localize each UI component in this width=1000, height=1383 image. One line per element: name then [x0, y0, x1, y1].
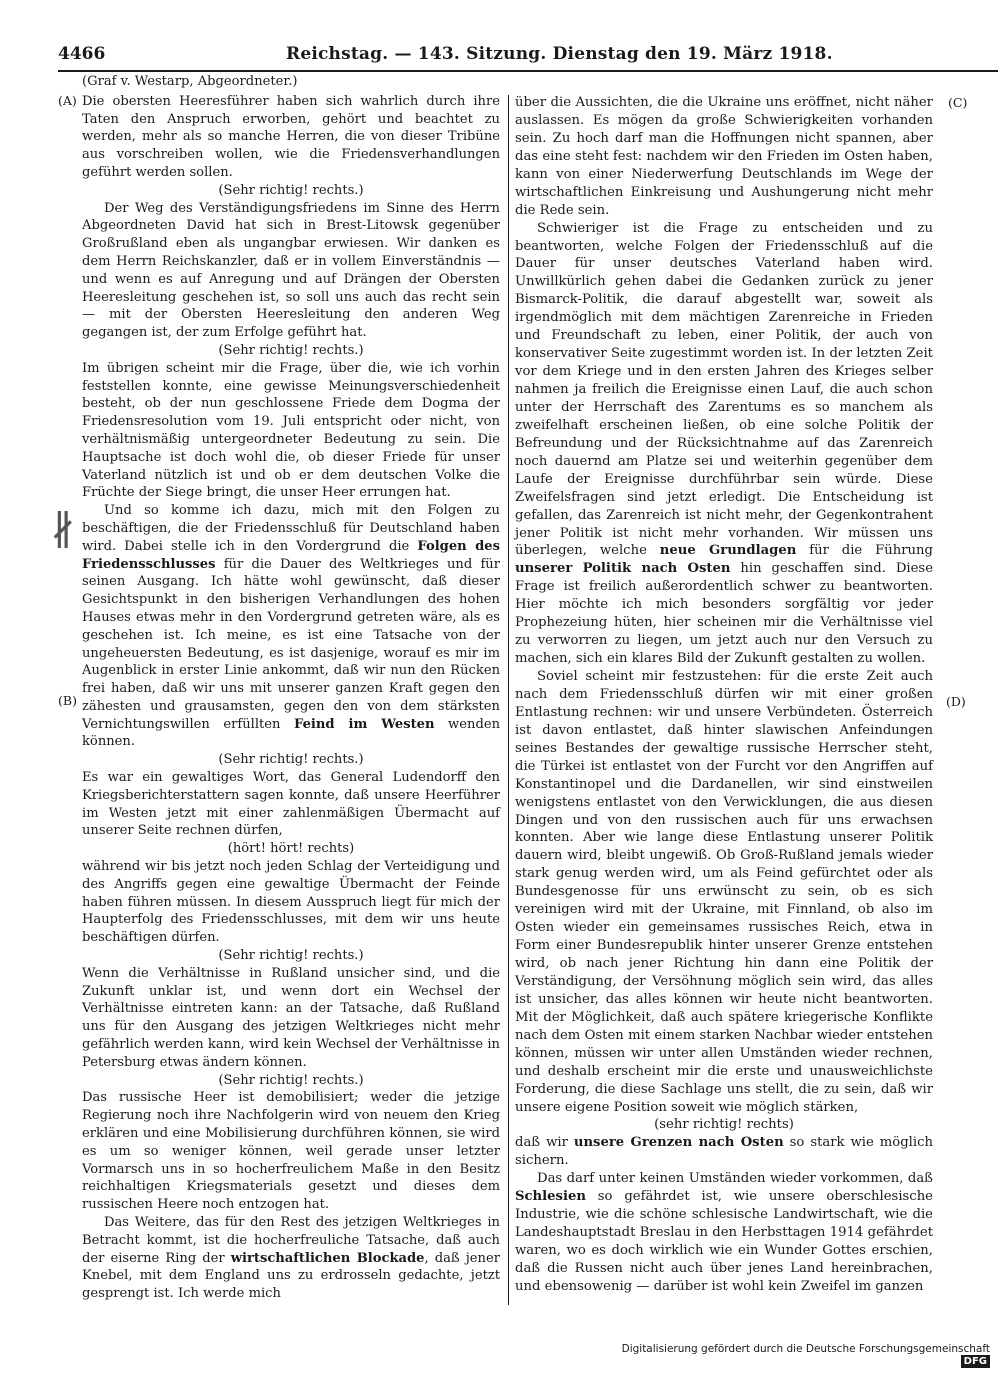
paragraph: während wir bis jetzt noch jeden Schlag der Verteidigung und des Angriffs gegen eine gewaltige Übermacht der Feinde haben führen müssen. In diesem Ausspruch liegt für mich der Haupterfolg des Friedensschlusses, mit dem wir uns heute beschäftigen dürfen. — [82, 859, 500, 946]
paragraph: Im übrigen scheint mir die Frage, über die, wie ich vorhin feststellen konnte, eine gewisse Meinungsverschiedenheit besteht, ob der nun geschlossene Friede dem Dogma der Friedensresolution vom 19. Juli entspricht oder nicht, von verhältnismäßig untergeordneter Bedeutung zu sein. Die Hauptsache ist doch wohl die, ob dieser Friede für unser Vaterland nützlich ist und ob er dem deutschen Volke die Früchte der Siege bringt, die unser Heer errungen hat. — [82, 360, 500, 501]
margin-marker-a: (A) — [58, 93, 77, 108]
right-column — [515, 94, 933, 1296]
paragraph — [82, 1214, 500, 1303]
emphasis: unsere Grenzen nach Osten — [573, 1135, 784, 1151]
paragraph — [82, 502, 500, 751]
interjection: (Sehr richtig! rechts.) — [218, 948, 364, 964]
page-header — [58, 44, 998, 72]
text-run: für die Dauer des Weltkrieges und für seinen Ausgang. Ich hätte wohl gewünscht, daß dieser Gesichtspunkt in den bisherigen Verhandlungen des hohen Hauses etwas mehr in den Vordergrund getreten wäre, als es geschehen ist. Ich meine, es ist eine Tatsache von der ungeheuersten Bedeutung, es ist dasjenige, worauf es mir im Augenblick in erster Linie ankommt, daß wir nun den Rücken frei haben, daß wir uns mit unserer ganzen Kraft gegen den zähesten und grausamsten, gegen den von dem stärksten Vernichtungswillen erfüllten — [82, 556, 500, 732]
speaker-line: (Graf v. Westarp, Abgeordneter.) — [82, 74, 298, 89]
margin-marker-d: (D) — [946, 694, 966, 709]
text-run: so gefährdet ist, wie unsere oberschlesische Industrie, wie die schöne schlesische Landwirtschaft, wie die Landeshauptstadt Breslau in den Herbsttagen 1914 gefährdet waren, wo es doch wirklich wie ein Wunder Gottes erschien, daß die Russen nicht auch über jenes Land hereinbrachen, und ebensowenig — darüber ist wohl kein Zweifel im ganzen — [515, 1189, 933, 1294]
paragraph: über die Aussichten, die die Ukraine uns eröffnet, nicht näher auslassen. Es mögen da große Schwierigkeiten vorhanden sein. Zu hoch darf man die Hoffnungen nicht spannen, aber das eine steht fest: nachdem wir den Frieden im Osten haben, kann von einer Niederwerfung Deutschlands im Wege der wirtschaftlichen Einkreisung und Aushungerung nicht mehr die Rede sein. — [515, 95, 933, 218]
emphasis: wirtschaftlichen Blockade — [230, 1250, 425, 1266]
emphasis: Feind im Westen — [294, 716, 435, 732]
interjection: (Sehr richtig! rechts.) — [218, 182, 364, 198]
text-run: so stark wie möglich sichern. — [515, 1135, 933, 1169]
text-run: Das Weitere, das für den Rest des jetzigen Weltkrieges in Betracht kommt, ist die hocherfreuliche Tatsache, daß auch der eiserne Ring der — [82, 1215, 500, 1266]
interjection: (Sehr richtig! rechts.) — [218, 1072, 364, 1088]
interjection: (sehr richtig! rechts) — [654, 1117, 794, 1133]
handwritten-margin-mark: ∦ — [50, 508, 76, 554]
header-rule — [58, 70, 998, 72]
interjection: (hört! hört! rechts) — [227, 841, 355, 857]
column-divider — [508, 95, 509, 1305]
text-run: Und so komme ich dazu, mich mit den Folgen zu beschäftigen, die der Friedensschluß für Deutschland haben wird. Dabei stelle ich in den Vordergrund die — [82, 503, 500, 554]
text-run: hin geschaffen sind. Diese Frage ist freilich außerordentlich schwer zu beantworten. Hier möchte ich mich besonders sorgfältig vor jeder Prophezeiung hüten, hier scheinen mir die Verhältnisse viel zu verworren zu liegen, um jetzt auch nur den Versuch zu machen, sich ein klares Bild der Zukunft gestalten zu wollen. — [515, 561, 933, 667]
left-column — [82, 73, 500, 1303]
paragraph: Wenn die Verhältnisse in Rußland unsicher sind, und die Zukunft unklar ist, und wenn dort ein Wechsel der Verhältnisse eintreten kann: an der Tatsache, daß Rußland uns für den Ausgang des jetzigen Weltkrieges nicht mehr gefährlich werden kann, wird kein Wechsel der Verhältnisse in Petersburg etwas ändern können. — [82, 965, 500, 1070]
margin-marker-c: (C) — [948, 95, 968, 110]
text-run: wenden können. — [82, 716, 501, 750]
text-run: für die Führung — [796, 543, 933, 559]
footer-credit — [620, 1343, 990, 1367]
emphasis: unserer Politik nach Osten — [515, 561, 731, 577]
running-title: Reichstag. — 143. Sitzung. Dienstag den 19. März 1918. — [286, 44, 833, 64]
interjection: (Sehr richtig! rechts.) — [218, 342, 364, 358]
paragraph: Soviel scheint mir festzustehen: für die erste Zeit auch nach dem Friedensschluß dürfen wir mit einer großen Entlastung rechnen: wir und unsere Verbündeten. Österreich ist davon entlastet, daß hinter slawischen Anfeindungen seines Bestandes der gewaltige russische Herrscher steht, die Türkei ist entlastet von der Furcht vor den Angriffen auf Konstantinopel und die Dardanellen, wir sind einstweilen wenigstens entlastet von den Verwicklungen, die aus diesen Dingen und von den russischen auch für uns erwachsen konnten. Aber wie lange diese Entlastung unserer Politik dauern wird, bleibt ungewiß. Ob Groß-Rußland jemals wieder stark genug werden wird, um als Feind gefürchtet oder als Bundesgenosse für uns erwünscht zu sein, ob es sich vereinigen wird mit der Ukraine, mit Finnland, ob also im Osten wieder ein gemeinsames russisches Reich, etwa in Form einer Bundesrepublik hinter unserer Grenze entstehen wird, ob nach jener Richtung hin dann eine Politik der Verständigung, der Versöhnung möglich sein wird, das alles ist unsicher, das alles können wir heute nicht beantworten. Mit der Möglichkeit, daß auch spätere kriegerische Konflikte nach dem Osten mit einem starken Nachbar wieder entstehen können, müssen wir unter allen Umständen wieder rechnen, und deshalb erscheint mir die erste und unausweichlichste Forderung, die diese Sachlage uns stellt, die zu sein, daß wir unsere eigene Position soweit wie möglich stärken, — [515, 669, 933, 1115]
text-run: daß wir — [515, 1135, 574, 1151]
emphasis: Folgen des Friedensschlusses — [82, 538, 500, 572]
margin-marker-b: (B) — [58, 693, 77, 708]
text-run: Schwieriger ist die Frage zu entscheiden und zu beantworten, welche Folgen der Friedensschluß auf die Dauer für unser deutsches Vaterland haben wird. Unwillkürlich gehen dabei die Gedanken zurück zu jener Bismarck-Politik, die darauf abgestellt war, soweit als irgendmöglich mit dem mächtigen Zarenreiche in Frieden und Freundschaft zu leben, einer Politik, der auch von konservativer Seite zugestimmt worden ist. In der letzten Zeit vor dem Kriege und in den ersten Jahren des Krieges selber nahmen ja freilich die Ereignisse einen Lauf, die auch schon unter der Herrschaft des Zarentums es so manchem als zweifelhaft erscheinen ließen, ob eine solche Politik der Befreundung und der Rücksichtnahme auf das Zarenreich noch dauernd am Platze sei und weiterhin gegenüber dem Laufe der Ereignisse durchführbar sein würde. Diese Zweifelsfragen sind jetzt erledigt. Die Entscheidung ist gefallen, das Zarenreich ist nicht mehr, der Gegenkontrahent jener Politik ist nicht mehr vorhanden. Wir müssen uns überlegen, welche — [515, 220, 933, 559]
paragraph — [515, 220, 933, 668]
text-run: , daß jener Knebel, mit dem England uns zu erdrosseln gedachte, jetzt gesprengt ist. Ich werde mich — [82, 1250, 500, 1302]
page-number: 4466 — [58, 44, 106, 64]
dfg-logo: DFG — [961, 1355, 990, 1368]
interjection: (Sehr richtig! rechts.) — [218, 752, 364, 768]
paragraph: Es war ein gewaltiges Wort, das General Ludendorff den Kriegsberichterstattern sagen konnte, daß unsere Heerführer im Westen jetzt mit einer zahlenmäßigen Übermacht auf unserer Seite rechnen dürfen, — [82, 770, 500, 839]
text-run: Das darf unter keinen Umständen wieder vorkommen, daß — [537, 1171, 933, 1187]
paragraph: Das russische Heer ist demobilisiert; weder die jetzige Regierung noch ihre Nachfolgerin wird von neuem den Krieg erklären und eine Mobilisierung durchführen können, sie wird es um so weniger können, weil gerade unser letzter Vormarsch uns in so hocherfreulichem Maße in den Besitz reichhaltigen Kriegsmaterials gesetzt und dieses dem russischen Heere noch entzogen hat. — [82, 1090, 500, 1213]
paragraph — [515, 1170, 933, 1296]
paragraph: Die obersten Heeresführer haben sich wahrlich durch ihre Taten den Anspruch erworben, gehört und beachtet zu werden, mehr als so manche Herren, die von dieser Tribüne aus vorschreiben wollen, wie die Friedensverhandlungen geführt werden sollen. — [82, 93, 500, 180]
paragraph: Der Weg des Verständigungsfriedens im Sinne des Herrn Abgeordneten David hat sich in Brest-Litowsk gegenüber Großrußland eben als ungangbar erwiesen. Wir danken es dem Herrn Reichskanzler, daß er in vollem Einverständnis — und wenn es auf Anregung und auf Drängen der Obersten Heeresleitung geschehen ist, so soll uns auch das recht sein — mit der Obersten Heeresleitung den anderen Weg gegangen ist, der zum Erfolge geführt hat. — [82, 200, 500, 341]
footer-text: Digitalisierung gefördert durch die Deutsche Forschungsgemeinschaft — [621, 1343, 990, 1355]
emphasis: Schlesien — [515, 1189, 586, 1205]
emphasis: neue Grundlagen — [659, 543, 797, 559]
paragraph — [515, 1134, 933, 1170]
